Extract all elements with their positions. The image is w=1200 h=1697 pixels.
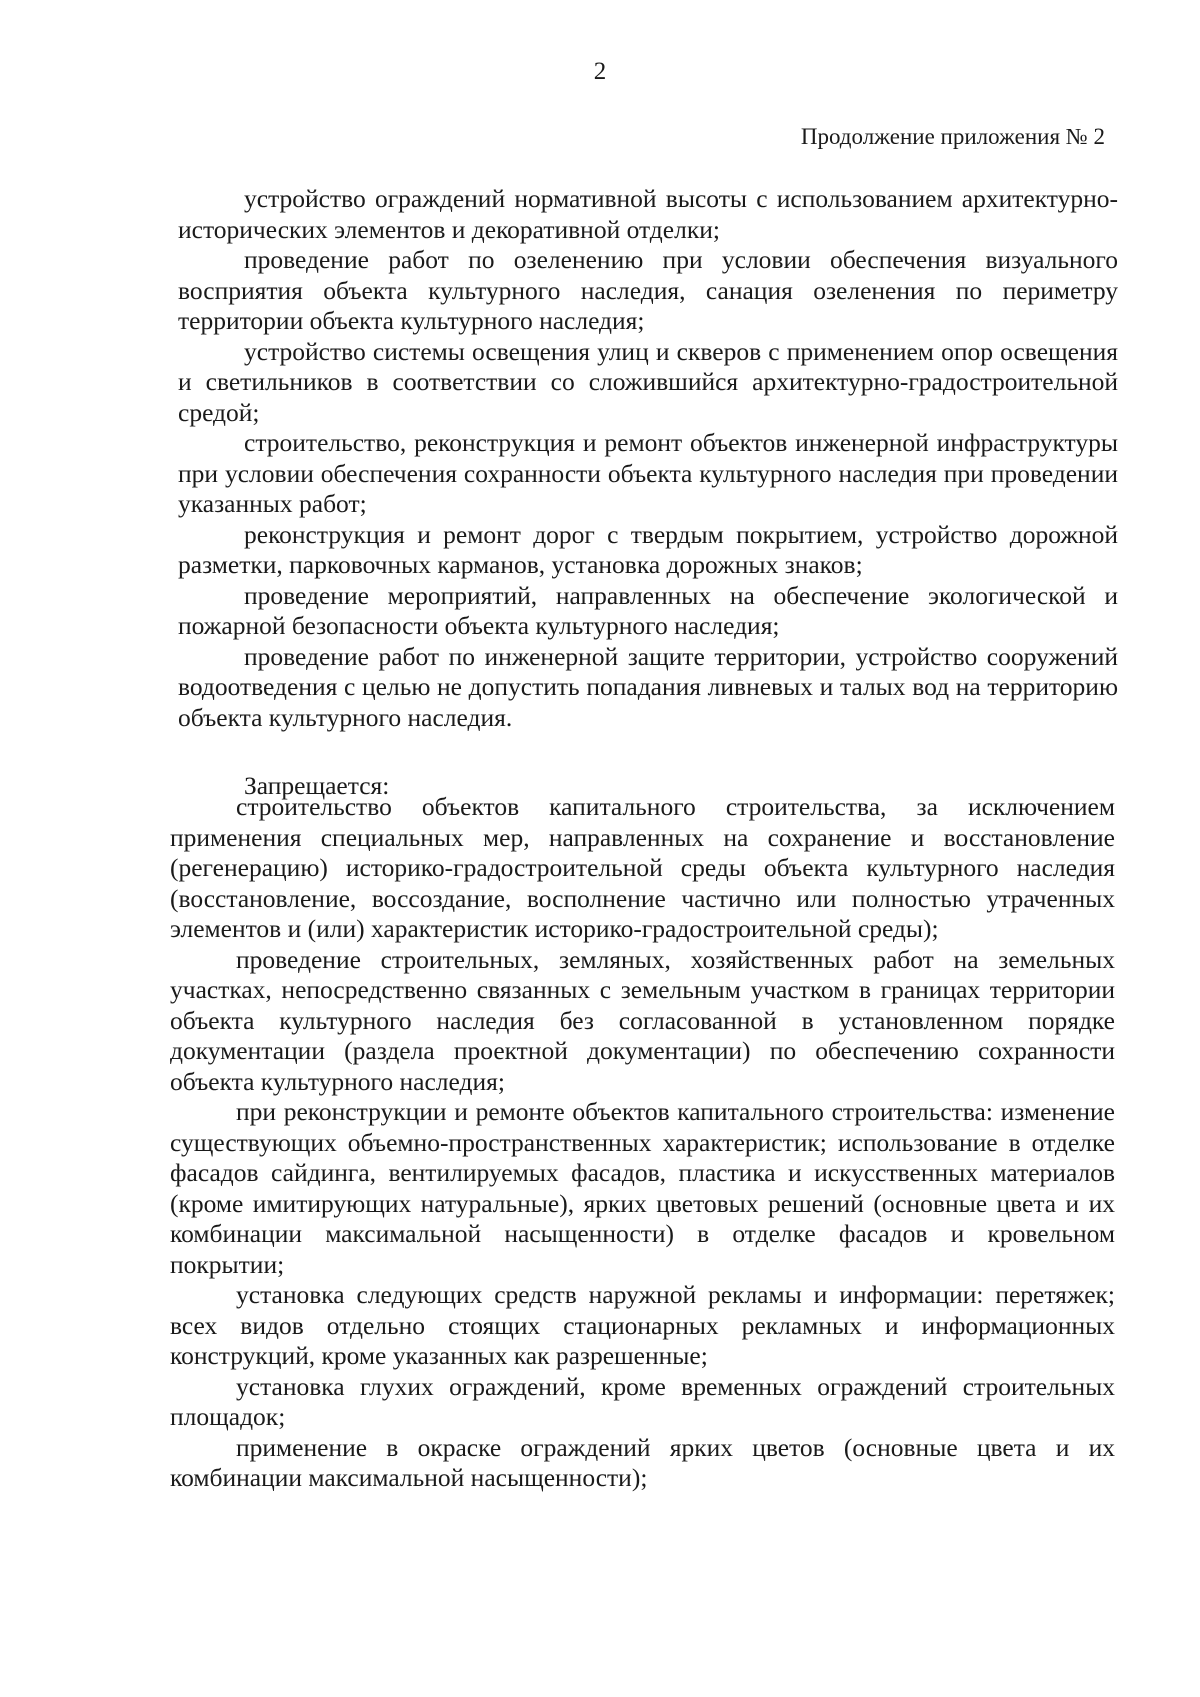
page-number: 2 <box>593 58 607 85</box>
paragraph: проведение работ по инженерной защите территории, устройство сооружений водоотведения с целью не допустить попадания ливневых и талых вод на территорию объекта культурного наследия. <box>178 641 1118 732</box>
section-heading: Запрещается: <box>244 771 390 800</box>
prohibited-section <box>170 792 1115 1494</box>
paragraph: проведение мероприятий, направленных на обеспечение экологической и пожарной безопасности объекта культурного наследия; <box>178 580 1118 640</box>
permitted-section <box>178 184 1118 802</box>
paragraph: при реконструкции и ремонте объектов капитального строительства: изменение существующих объемно-пространственных характеристик; использование в отделке фасадов сайдинга, вентилируемых фасадов, пластика и искусственных материалов (кроме имитирующих натуральные), ярких цветовых решений (основные цвета и их комбинации максимальной насыщенности) в отделке фасадов и кровельном покрытии; <box>170 1097 1115 1279</box>
paragraph: реконструкция и ремонт дорог с твердым покрытием, устройство дорожной разметки, парковочных карманов, установка дорожных знаков; <box>178 519 1118 579</box>
continuation-label: Продолжение приложения № 2 <box>800 124 1105 149</box>
paragraph: строительство, реконструкция и ремонт объектов инженерной инфраструктуры при условии обеспечения сохранности объекта культурного наследия при проведении указанных работ; <box>178 428 1118 518</box>
paragraph: применение в окраске ограждений ярких цветов (основные цвета и их комбинации максимальной насыщенности); <box>170 1432 1115 1492</box>
paragraph: проведение работ по озеленению при условии обеспечения визуального восприятия объекта культурного наследия, санация озеленения по периметру территории объекта культурного наследия; <box>178 245 1118 335</box>
paragraph: установка следующих средств наружной рекламы и информации: перетяжек; всех видов отдельно стоящих стационарных рекламных и информационных конструкций, кроме указанных как разрешенные; <box>170 1280 1115 1370</box>
paragraph: установка глухих ограждений, кроме временных ограждений строительных площадок; <box>170 1371 1115 1431</box>
paragraph: устройство системы освещения улиц и скверов с применением опор освещения и светильников в соответствии со сложившийся архитектурно-градостроительной средой; <box>178 336 1118 427</box>
paragraph: проведение строительных, земляных, хозяйственных работ на земельных участках, непосредственно связанных с земельным участком в границах территории объекта культурного наследия без согласованной в установленном порядке документации (раздела проектной документации) по обеспечению сохранности объекта культурного наследия; <box>170 944 1115 1096</box>
paragraph: устройство ограждений нормативной высоты с использованием архитектурно-исторических элементов и декоративной отделки; <box>178 184 1118 244</box>
paragraph: строительство объектов капитального строительства, за исключением применения специальных мер, направленных на сохранение и восстановление (регенерацию) историко-градостроительной среды объекта культурного наследия (восстановление, воссоздание, восполнение частично или полностью утраченных элементов и (или) характеристик историко-градостроительной среды); <box>170 792 1115 943</box>
